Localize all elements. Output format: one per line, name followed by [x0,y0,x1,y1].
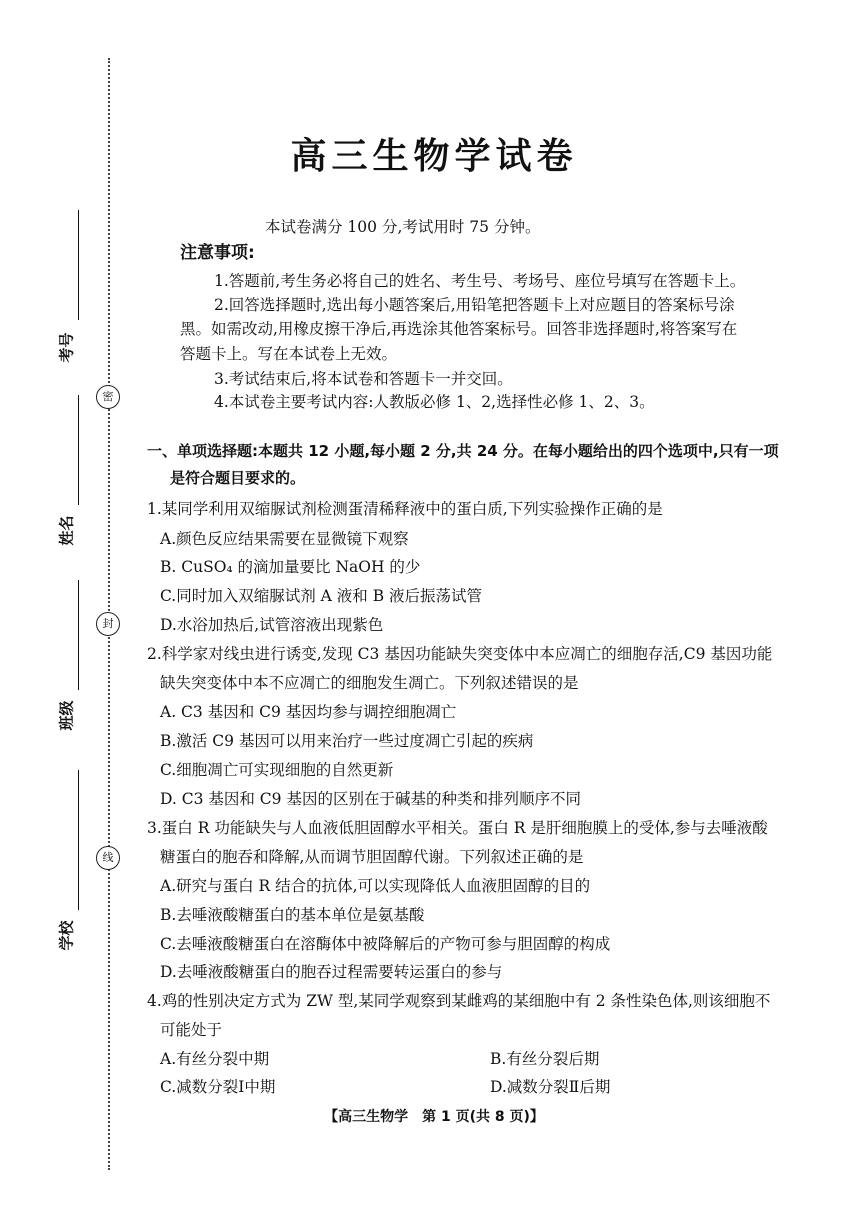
question-4-option-a: A.有丝分裂中期 [160,1050,270,1068]
question-2-option-d: D. C3 基因和 C9 基因的区别在于碱基的种类和排列顺序不同 [160,790,581,808]
question-1-stem: 1.某同学利用双缩脲试剂检测蛋清稀释液中的蛋白质,下列实验操作正确的是 [147,500,663,518]
question-2-option-b: B.激活 C9 基因可以用来治疗一些过度凋亡引起的疾病 [160,732,534,750]
label-xingming: 姓名 [57,515,76,546]
question-3-option-b: B.去唾液酸糖蛋白的基本单位是氨基酸 [160,906,425,924]
question-3-stem: 3.蛋白 R 功能缺失与人血液低胆固醇水平相关。蛋白 R 是肝细胞膜上的受体,参与去唾液酸 [147,819,768,837]
question-1-option-c: C.同时加入双缩脲试剂 A 液和 B 液后振荡试管 [160,587,483,605]
notice-line: 3.考试结束后,将本试卷和答题卡一并交回。 [214,370,513,388]
question-3-option-d: D.去唾液酸糖蛋白的胞吞过程需要转运蛋白的参与 [160,963,503,981]
question-4-stem: 4.鸡的性别决定方式为 ZW 型,某同学观察到某雌鸡的某细胞中有 2 条性染色体,则该细胞不 [147,992,771,1010]
question-2-option-c: C.细胞凋亡可实现细胞的自然更新 [160,761,394,779]
question-4-option-d: D.减数分裂Ⅱ后期 [490,1078,611,1096]
notice-line: 黑。如需改动,用橡皮擦干净后,再选涂其他答案标号。回答非选择题时,将答案写在 [180,320,738,338]
field-banji [56,580,86,760]
question-4-option-b: B.有丝分裂后期 [490,1050,600,1068]
question-3-option-c: C.去唾液酸糖蛋白在溶酶体中被降解后的产物可参与胆固醇的构成 [160,935,611,953]
question-4-option-c: C.减数分裂Ⅰ中期 [160,1078,276,1096]
seal-mark-feng: 封 [96,612,120,636]
notice-line: 2.回答选择题时,选出每小题答案后,用铅笔把答题卡上对应题目的答案标号涂 [214,296,735,314]
question-3-stem-cont: 糖蛋白的胞吞和降解,从而调节胆固醇代谢。下列叙述正确的是 [160,848,584,866]
intro-text: 本试卷满分 100 分,考试用时 75 分钟。 [265,218,541,236]
question-3-option-a: A.研究与蛋白 R 结合的抗体,可以实现降低人血液胆固醇的目的 [160,877,591,895]
question-2-stem-cont: 缺失突变体中本不应凋亡的细胞发生凋亡。下列叙述错误的是 [160,674,579,692]
section-heading-line1: 一、单项选择题:本题共 12 小题,每小题 2 分,共 24 分。在每小题给出的四个选项中,只有一项 [147,442,779,460]
question-2-option-a: A. C3 基因和 C9 基因均参与调控细胞凋亡 [160,703,457,721]
label-xuexiao: 学校 [57,920,76,951]
seal-mark-mi: 密 [96,385,120,409]
page-footer: 【高三生物学 第 1 页(共 8 页)】 [324,1109,544,1125]
field-xuexiao [56,770,86,970]
question-2-stem: 2.科学家对线虫进行诱变,发现 C3 基因功能缺失突变体中本应凋亡的细胞存活,C9 基因功能 [147,645,773,663]
seal-mark-xian: 线 [96,846,120,870]
label-banji: 班级 [57,700,76,731]
question-1-option-d: D.水浴加热后,试管溶液出现紫色 [160,616,384,634]
question-1-option-b: B. CuSO₄ 的滴加量要比 NaOH 的少 [160,558,421,576]
field-kaohao [56,210,86,390]
page-title: 高三生物学试卷 [290,136,578,177]
notice-line: 4.本试卷主要考试内容:人教版必修 1、2,选择性必修 1、2、3。 [214,393,655,411]
notice-heading: 注意事项: [180,243,255,263]
label-kaohao: 考号 [57,332,76,363]
section-heading-line2: 是符合题目要求的。 [170,469,306,487]
field-xingming [56,395,86,575]
notice-line: 答题卡上。写在本试卷上无效。 [180,345,398,363]
notice-line: 1.答题前,考生务必将自己的姓名、考生号、考场号、座位号填写在答题卡上。 [214,272,746,290]
question-1-option-a: A.颜色反应结果需要在显微镜下观察 [160,530,409,548]
question-4-stem-cont: 可能处于 [160,1021,223,1039]
